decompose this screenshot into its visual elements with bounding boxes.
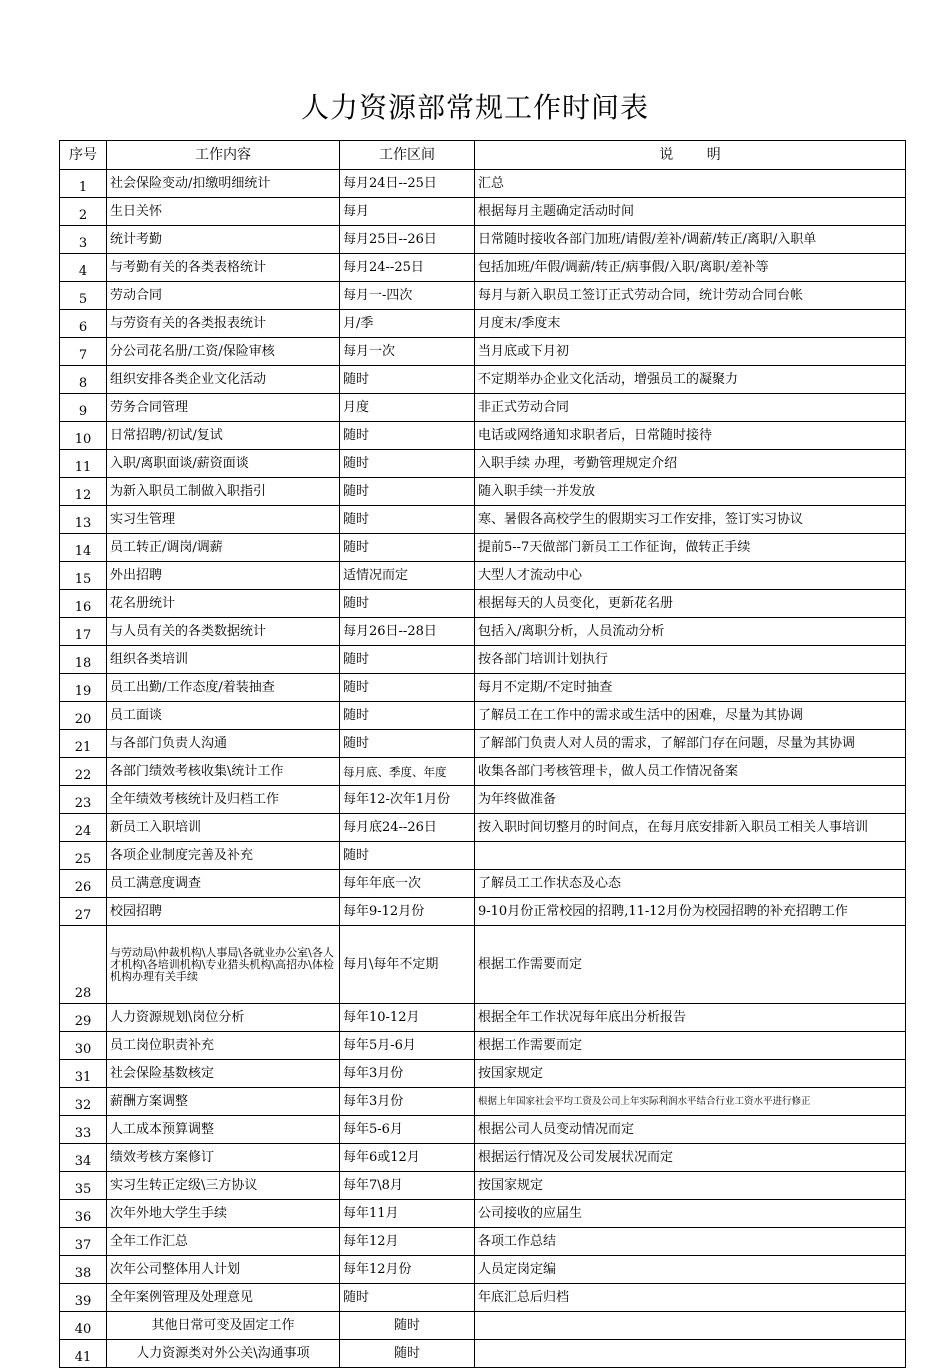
row-period: 随时	[340, 1312, 475, 1340]
table-row	[60, 1312, 906, 1340]
table-row	[60, 814, 906, 842]
row-number: 41	[60, 1340, 107, 1368]
table-row	[60, 1088, 906, 1116]
row-period: 每年6或12月	[340, 1144, 475, 1172]
row-description	[475, 842, 906, 870]
row-content: 生日关怀	[107, 198, 340, 226]
row-content: 花名册统计	[107, 590, 340, 618]
row-content: 劳动合同	[107, 282, 340, 310]
row-content: 各项企业制度完善及补充	[107, 842, 340, 870]
row-period: 每月底、季度、年度	[340, 758, 475, 786]
row-number: 23	[60, 786, 107, 814]
row-number: 7	[60, 338, 107, 366]
row-description: 根据公司人员变动情况而定	[475, 1116, 906, 1144]
row-description: 了解员工工作状态及心态	[475, 870, 906, 898]
table-row	[60, 366, 906, 394]
table-row	[60, 562, 906, 590]
row-period: 每月底24--26日	[340, 814, 475, 842]
table-row	[60, 898, 906, 926]
row-content: 与劳资有关的各类报表统计	[107, 310, 340, 338]
row-number: 22	[60, 758, 107, 786]
row-period: 随时	[340, 450, 475, 478]
table-row	[60, 450, 906, 478]
row-period: 适情况而定	[340, 562, 475, 590]
row-number: 16	[60, 590, 107, 618]
row-number: 35	[60, 1172, 107, 1200]
row-description: 公司接收的应届生	[475, 1200, 906, 1228]
row-description: 收集各部门考核管理卡，做人员工作情况备案	[475, 758, 906, 786]
row-number: 20	[60, 702, 107, 730]
table-row	[60, 394, 906, 422]
row-content: 校园招聘	[107, 898, 340, 926]
row-content: 入职/离职面谈/薪资面谈	[107, 450, 340, 478]
table-row	[60, 842, 906, 870]
row-content: 各部门绩效考核收集\统计工作	[107, 758, 340, 786]
row-number: 25	[60, 842, 107, 870]
row-period: 每年12-次年1月份	[340, 786, 475, 814]
row-content: 全年工作汇总	[107, 1228, 340, 1256]
row-description: 各项工作总结	[475, 1228, 906, 1256]
row-description: 根据工作需要而定	[475, 926, 906, 1004]
row-period: 随时	[340, 534, 475, 562]
page-title: 人力资源部常规工作时间表	[300, 91, 649, 124]
row-period: 每月24--25日	[340, 254, 475, 282]
row-description: 了解部门负责人对人员的需求，了解部门存在问题，尽量为其协调	[475, 730, 906, 758]
row-number: 11	[60, 450, 107, 478]
table-row	[60, 1004, 906, 1032]
header-desc: 说明	[475, 141, 906, 170]
table-row	[60, 198, 906, 226]
row-period: 每年年底一次	[340, 870, 475, 898]
row-period: 随时	[340, 674, 475, 702]
row-number: 14	[60, 534, 107, 562]
row-content: 员工满意度调查	[107, 870, 340, 898]
row-description: 包括入/离职分析，人员流动分析	[475, 618, 906, 646]
row-description: 入职手续 办理，考勤管理规定介绍	[475, 450, 906, 478]
row-number: 5	[60, 282, 107, 310]
row-number: 27	[60, 898, 107, 926]
row-period: 随时	[340, 1340, 475, 1368]
table-row	[60, 786, 906, 814]
row-number: 10	[60, 422, 107, 450]
table-body	[60, 170, 906, 1368]
row-description: 根据上年国家社会平均工资及公司上年实际利润水平结合行业工资水平进行修正	[475, 1088, 906, 1116]
work-schedule-table	[59, 140, 906, 1368]
row-period: 随时	[340, 422, 475, 450]
row-number: 32	[60, 1088, 107, 1116]
row-description: 按国家规定	[475, 1172, 906, 1200]
header-no: 序号	[60, 141, 107, 170]
row-description: 根据全年工作状况每年底出分析报告	[475, 1004, 906, 1032]
row-number: 9	[60, 394, 107, 422]
row-content: 组织各类培训	[107, 646, 340, 674]
header-content: 工作内容	[107, 141, 340, 170]
table-row	[60, 170, 906, 198]
row-description: 每月与新入职员工签订正式劳动合同，统计劳动合同台帐	[475, 282, 906, 310]
row-content: 次年外地大学生手续	[107, 1200, 340, 1228]
row-period: 随时	[340, 730, 475, 758]
row-number: 39	[60, 1284, 107, 1312]
row-period: 月度	[340, 394, 475, 422]
row-period: 每年5月-6月	[340, 1032, 475, 1060]
row-content: 统计考勤	[107, 226, 340, 254]
row-number: 6	[60, 310, 107, 338]
table-row	[60, 422, 906, 450]
row-description: 包括加班/年假/调薪/转正/病事假/入职/离职/差补等	[475, 254, 906, 282]
row-content: 外出招聘	[107, 562, 340, 590]
table-row	[60, 646, 906, 674]
row-period: 每月26日--28日	[340, 618, 475, 646]
row-number: 37	[60, 1228, 107, 1256]
row-content: 全年案例管理及处理意见	[107, 1284, 340, 1312]
row-period: 每月一次	[340, 338, 475, 366]
row-content: 全年绩效考核统计及归档工作	[107, 786, 340, 814]
row-period: 每年11月	[340, 1200, 475, 1228]
row-content: 劳务合同管理	[107, 394, 340, 422]
row-period: 随时	[340, 646, 475, 674]
row-period: 随时	[340, 842, 475, 870]
row-period: 月/季	[340, 310, 475, 338]
table-row	[60, 730, 906, 758]
row-period: 每年12月	[340, 1228, 475, 1256]
row-description: 月度末/季度末	[475, 310, 906, 338]
table-row	[60, 1032, 906, 1060]
row-period: 每年9-12月份	[340, 898, 475, 926]
row-period: 每月\每年不定期	[340, 926, 475, 1004]
table-row	[60, 254, 906, 282]
table-row	[60, 1256, 906, 1284]
row-number: 34	[60, 1144, 107, 1172]
table-row	[60, 1060, 906, 1088]
table-row	[60, 310, 906, 338]
row-period: 每年12月份	[340, 1256, 475, 1284]
row-description: 日常随时接收各部门加班/请假/差补/调薪/转正/离职/入职单	[475, 226, 906, 254]
table-row	[60, 870, 906, 898]
table-row	[60, 618, 906, 646]
row-description: 为年终做准备	[475, 786, 906, 814]
row-description: 汇总	[475, 170, 906, 198]
table-row	[60, 1116, 906, 1144]
table-row	[60, 506, 906, 534]
row-number: 2	[60, 198, 107, 226]
row-content: 与考勤有关的各类表格统计	[107, 254, 340, 282]
row-number: 30	[60, 1032, 107, 1060]
row-number: 26	[60, 870, 107, 898]
row-description: 根据每天的人员变化，更新花名册	[475, 590, 906, 618]
row-description: 按入职时间切整月的时间点，在每月底安排新入职员工相关人事培训	[475, 814, 906, 842]
table-row	[60, 282, 906, 310]
row-period: 每月24日--25日	[340, 170, 475, 198]
row-number: 21	[60, 730, 107, 758]
header-period: 工作区间	[340, 141, 475, 170]
table-row	[60, 926, 906, 1004]
row-number: 36	[60, 1200, 107, 1228]
table-row	[60, 702, 906, 730]
row-content: 人工成本预算调整	[107, 1116, 340, 1144]
table-row	[60, 534, 906, 562]
table-row	[60, 1200, 906, 1228]
row-description: 寒、暑假各高校学生的假期实习工作安排，签订实习协议	[475, 506, 906, 534]
row-number: 24	[60, 814, 107, 842]
row-description: 根据工作需要而定	[475, 1032, 906, 1060]
row-description: 年底汇总后归档	[475, 1284, 906, 1312]
row-description: 当月底或下月初	[475, 338, 906, 366]
row-period: 每月一-四次	[340, 282, 475, 310]
row-period: 每年3月份	[340, 1060, 475, 1088]
row-description: 了解员工在工作中的需求或生活中的困难，尽量为其协调	[475, 702, 906, 730]
row-content: 员工面谈	[107, 702, 340, 730]
row-content: 日常招聘/初试/复试	[107, 422, 340, 450]
row-period: 每年10-12月	[340, 1004, 475, 1032]
row-number: 13	[60, 506, 107, 534]
row-content: 实习生管理	[107, 506, 340, 534]
table-row	[60, 226, 906, 254]
row-content: 分公司花名册/工资/保险审核	[107, 338, 340, 366]
row-content: 员工岗位职责补充	[107, 1032, 340, 1060]
row-period: 随时	[340, 702, 475, 730]
row-period: 随时	[340, 590, 475, 618]
row-period: 每月25日--26日	[340, 226, 475, 254]
row-description: 按国家规定	[475, 1060, 906, 1088]
table-row	[60, 590, 906, 618]
table-row	[60, 1172, 906, 1200]
row-number: 3	[60, 226, 107, 254]
row-period: 随时	[340, 1284, 475, 1312]
table-row	[60, 1228, 906, 1256]
row-period: 每年5-6月	[340, 1116, 475, 1144]
row-content: 人力资源类对外公关\沟通事项	[107, 1340, 340, 1368]
row-number: 17	[60, 618, 107, 646]
row-description: 非正式劳动合同	[475, 394, 906, 422]
row-period: 随时	[340, 506, 475, 534]
row-number: 31	[60, 1060, 107, 1088]
row-number: 8	[60, 366, 107, 394]
row-content: 与人员有关的各类数据统计	[107, 618, 340, 646]
row-number: 1	[60, 170, 107, 198]
row-content: 社会保险变动/扣缴明细统计	[107, 170, 340, 198]
row-description: 每月不定期/不定时抽查	[475, 674, 906, 702]
table-header-row	[60, 141, 906, 170]
row-description	[475, 1312, 906, 1340]
row-description: 9-10月份正常校园的招聘,11-12月份为校园招聘的补充招聘工作	[475, 898, 906, 926]
row-content: 次年公司整体用人计划	[107, 1256, 340, 1284]
row-content: 绩效考核方案修订	[107, 1144, 340, 1172]
row-description: 根据每月主题确定活动时间	[475, 198, 906, 226]
row-content: 为新入职员工制做入职指引	[107, 478, 340, 506]
row-number: 19	[60, 674, 107, 702]
row-content: 组织安排各类企业文化活动	[107, 366, 340, 394]
row-content: 员工出勤/工作态度/着装抽查	[107, 674, 340, 702]
row-number: 15	[60, 562, 107, 590]
row-number: 29	[60, 1004, 107, 1032]
row-description: 大型人才流动中心	[475, 562, 906, 590]
row-description: 按各部门培训计划执行	[475, 646, 906, 674]
row-content: 社会保险基数核定	[107, 1060, 340, 1088]
table-row	[60, 1284, 906, 1312]
row-description: 人员定岗定编	[475, 1256, 906, 1284]
table-row	[60, 338, 906, 366]
table-row	[60, 674, 906, 702]
table-row	[60, 758, 906, 786]
row-content: 人力资源规划\岗位分析	[107, 1004, 340, 1032]
row-description: 随入职手续一并发放	[475, 478, 906, 506]
row-description: 根据运行情况及公司发展状况而定	[475, 1144, 906, 1172]
row-period: 随时	[340, 366, 475, 394]
row-period: 每年3月份	[340, 1088, 475, 1116]
row-period: 随时	[340, 478, 475, 506]
row-content: 新员工入职培训	[107, 814, 340, 842]
row-period: 每年7\8月	[340, 1172, 475, 1200]
row-number: 38	[60, 1256, 107, 1284]
row-number: 28	[60, 926, 107, 1004]
row-content: 实习生转正定级\三方协议	[107, 1172, 340, 1200]
row-content: 员工转正/调岗/调薪	[107, 534, 340, 562]
row-content: 薪酬方案调整	[107, 1088, 340, 1116]
row-description: 不定期举办企业文化活动，增强员工的凝聚力	[475, 366, 906, 394]
row-number: 33	[60, 1116, 107, 1144]
row-number: 12	[60, 478, 107, 506]
row-number: 18	[60, 646, 107, 674]
row-number: 40	[60, 1312, 107, 1340]
table-row	[60, 1144, 906, 1172]
row-content: 与各部门负责人沟通	[107, 730, 340, 758]
row-description: 电话或网络通知求职者后，日常随时接待	[475, 422, 906, 450]
row-period: 每月	[340, 198, 475, 226]
row-content: 与劳动局\仲裁机构\人事局\各就业办公室\各人才机构\各培训机构\专业猎头机构\高招办\体检机构办理有关手续	[107, 926, 340, 1004]
row-number: 4	[60, 254, 107, 282]
row-content: 其他日常可变及固定工作	[107, 1312, 340, 1340]
table-row	[60, 478, 906, 506]
row-description: 提前5--7天做部门新员工工作征询，做转正手续	[475, 534, 906, 562]
